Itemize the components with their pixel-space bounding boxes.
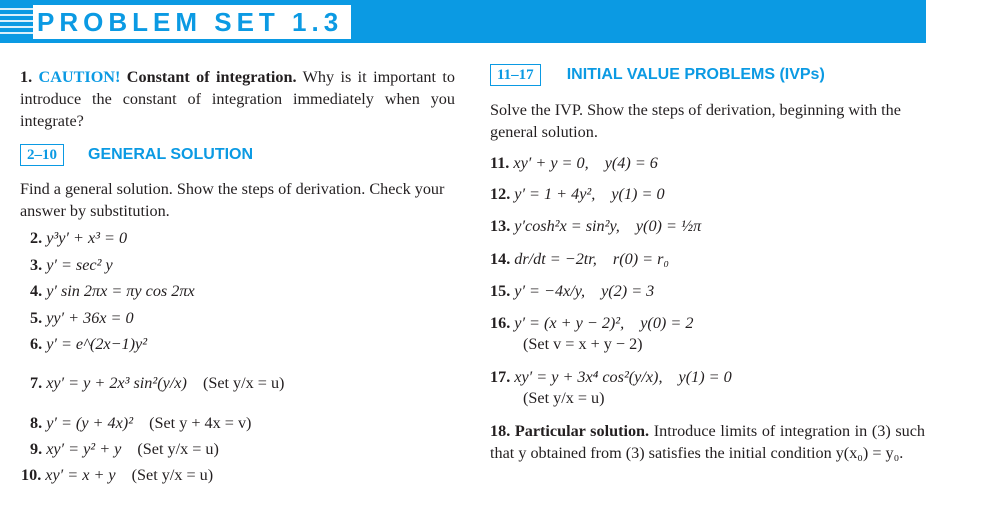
equation: xy′ + y = 0, (513, 154, 589, 172)
problem-4: 4. y′ sin 2πx = πy cos 2πx (30, 282, 195, 300)
initial-condition: y(1) = 0 (611, 185, 665, 203)
equation: y′ = (y + 4x)² (46, 414, 134, 432)
problem-set-title: PROBLEM SET 1.3 (33, 5, 351, 39)
problem-13: 13. y′cosh²x = sin²y, y(0) = ½π (490, 217, 702, 235)
initial-condition: y(1) = 0 (678, 368, 732, 386)
problem-7: 7. xy′ = y + 2x³ sin²(y/x) (Set y/x = u) (30, 374, 285, 392)
problem-6: 6. y′ = e^(2x−1)y² (30, 335, 148, 353)
equation: yy′ + 36x = 0 (46, 309, 134, 327)
initial-condition: y(4) = 6 (604, 154, 658, 172)
problem-8: 8. y′ = (y + 4x)² (Set y + 4x = v) (30, 414, 252, 432)
section-range-box: 11–17 (490, 64, 541, 86)
ivp-intro: Solve the IVP. Show the steps of derivation, beginning with the general solution. (490, 101, 901, 141)
equation: y′ = −4x/y, (514, 282, 586, 300)
problem-number: 1. (20, 68, 33, 86)
problem-number: 18. (490, 422, 511, 440)
equation: xy′ = y + 2x³ sin²(y/x) (46, 374, 187, 392)
equation: y′ = e^(2x−1)y² (46, 335, 148, 353)
hint: (Set y + 4x = v) (149, 414, 252, 432)
equation: dr/dt = −2tr, (514, 250, 597, 268)
problem-16: 16. y′ = (x + y − 2)², y(0) = 2 (Set v = x + y − 2) (490, 314, 694, 353)
problem-11: 11. xy′ + y = 0, y(4) = 6 (490, 154, 658, 172)
problem-3: 3. y′ = sec² y (30, 256, 113, 274)
ivp-header (490, 66, 825, 84)
problem-5: 5. yy′ + 36x = 0 (30, 309, 134, 327)
equation: y³y′ + x³ = 0 (46, 229, 128, 247)
problem-18 (490, 420, 925, 464)
problem-1 (20, 66, 455, 132)
initial-condition: y(0) = ½π (635, 217, 702, 235)
problem-18-heading: Particular solution. (514, 422, 650, 440)
problem-9: 9. xy′ = y² + y (Set y/x = u) (30, 440, 219, 458)
hint: (Set y/x = u) (137, 440, 219, 458)
initial-condition: r(0) = r₀ (612, 250, 670, 268)
problem-15: 15. y′ = −4x/y, y(2) = 3 (490, 282, 655, 300)
equation: y′ sin 2πx = πy cos 2πx (46, 282, 195, 300)
hint: (Set y/x = u) (523, 389, 605, 407)
equation: xy′ = y² + y (46, 440, 122, 458)
equation: xy′ = y + 3x⁴ cos²(y/x), (514, 368, 663, 386)
equation: y′ = 1 + 4y², (514, 185, 596, 203)
section-range-box: 2–10 (20, 144, 64, 166)
hint: (Set v = x + y − 2) (523, 335, 643, 353)
section-title: GENERAL SOLUTION (88, 146, 254, 163)
hint: (Set y/x = u) (202, 374, 285, 392)
problem-12: 12. y′ = 1 + 4y², y(1) = 0 (490, 185, 665, 203)
equation: xy′ = x + y (45, 466, 116, 484)
header-banner (0, 0, 926, 43)
caution-label: CAUTION! (38, 68, 121, 86)
problem-14: 14. dr/dt = −2tr, r(0) = r₀ (490, 250, 670, 268)
problem-1-text: Why is it important to introduce the constant of integration immediately when you integrate? (20, 68, 455, 130)
general-solution-header (20, 146, 253, 164)
initial-condition: y(0) = 2 (640, 314, 694, 332)
problem-2: 2. y³y′ + x³ = 0 (30, 229, 128, 247)
initial-condition: y(2) = 3 (601, 282, 655, 300)
equation: y′ = sec² y (46, 256, 113, 274)
problem-18-text: Introduce limits of integration in (3) such that y obtained from (3) satisfies the initial condition y(x₀) = y₀. (490, 422, 926, 462)
hint: (Set y/x = u) (131, 466, 214, 484)
problem-10: 10. xy′ = x + y (Set y/x = u) (21, 466, 214, 484)
general-solution-intro: Find a general solution. Show the steps of derivation. Check your answer by substitution. (20, 180, 445, 220)
section-title: INITIAL VALUE PROBLEMS (IVPs) (566, 66, 825, 83)
problem-17: 17. xy′ = y + 3x⁴ cos²(y/x), y(1) = 0 (Set y/x = u) (490, 368, 732, 407)
equation: y′ = (x + y − 2)², (514, 314, 625, 332)
equation: y′cosh²x = sin²y, (514, 217, 620, 235)
problem-1-heading: Constant of integration. (126, 68, 297, 86)
